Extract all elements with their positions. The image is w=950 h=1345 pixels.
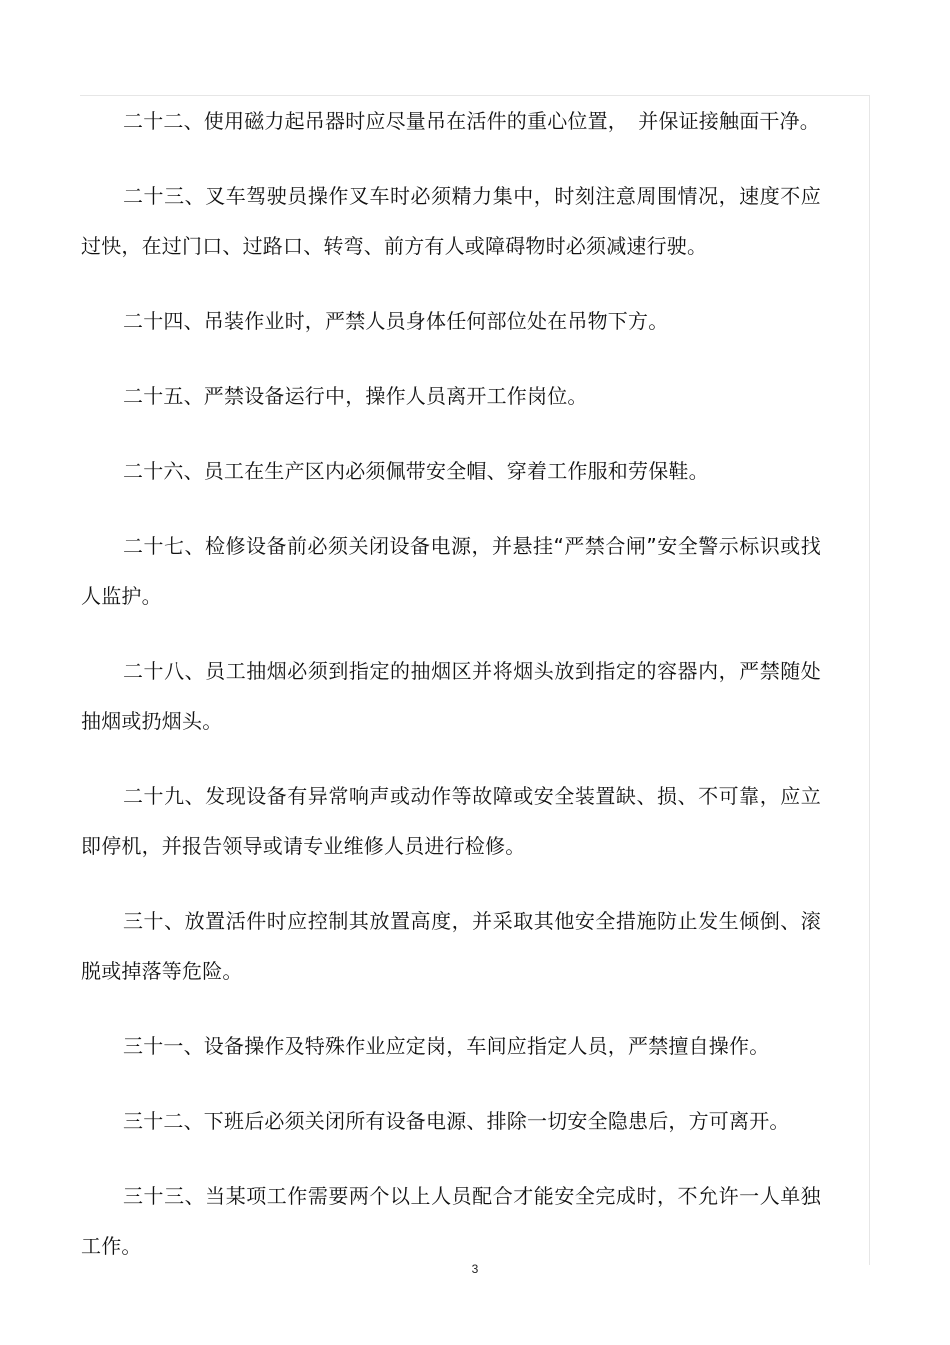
rule-32: 三十二、下班后必须关闭所有设备电源、排除一切安全隐患后，方可离开。 [123, 1109, 790, 1133]
rule-33: 三十三、当某项工作需要两个以上人员配合才能安全完成时，不允许一人单独工作。 [81, 1184, 821, 1258]
document-body [81, 96, 821, 1296]
rule-29: 二十九、发现设备有异常响声或动作等故障或安全装置缺、损、不可靠，应立即停机，并报告领导或请专业维修人员进行检修。 [81, 784, 821, 858]
rule-27: 二十七、检修设备前必须关闭设备电源，并悬挂“严禁合闸”安全警示标识或找人监护。 [81, 534, 821, 608]
page-number: 3 [471, 1262, 479, 1276]
rule-25: 二十五、严禁设备运行中，操作人员离开工作岗位。 [123, 384, 588, 408]
rule-30: 三十、放置活件时应控制其放置高度，并采取其他安全措施防止发生倾倒、滚脱或掉落等危险。 [81, 909, 821, 983]
rule-24: 二十四、吊装作业时，严禁人员身体任何部位处在吊物下方。 [123, 309, 669, 333]
rule-23: 二十三、叉车驾驶员操作叉车时必须精力集中，时刻注意周围情况，速度不应过快，在过门口、过路口、转弯、前方有人或障碍物时必须减速行驶。 [81, 184, 821, 258]
rule-22: 二十二、使用磁力起吊器时应尽量吊在活件的重心位置， 并保证接触面干净。 [123, 109, 820, 133]
page-border-right [869, 95, 870, 1265]
rule-28: 二十八、员工抽烟必须到指定的抽烟区并将烟头放到指定的容器内，严禁随处抽烟或扔烟头。 [81, 659, 821, 733]
rule-31: 三十一、设备操作及特殊作业应定岗，车间应指定人员，严禁擅自操作。 [123, 1034, 770, 1058]
rule-26: 二十六、员工在生产区内必须佩带安全帽、穿着工作服和劳保鞋。 [123, 459, 709, 483]
